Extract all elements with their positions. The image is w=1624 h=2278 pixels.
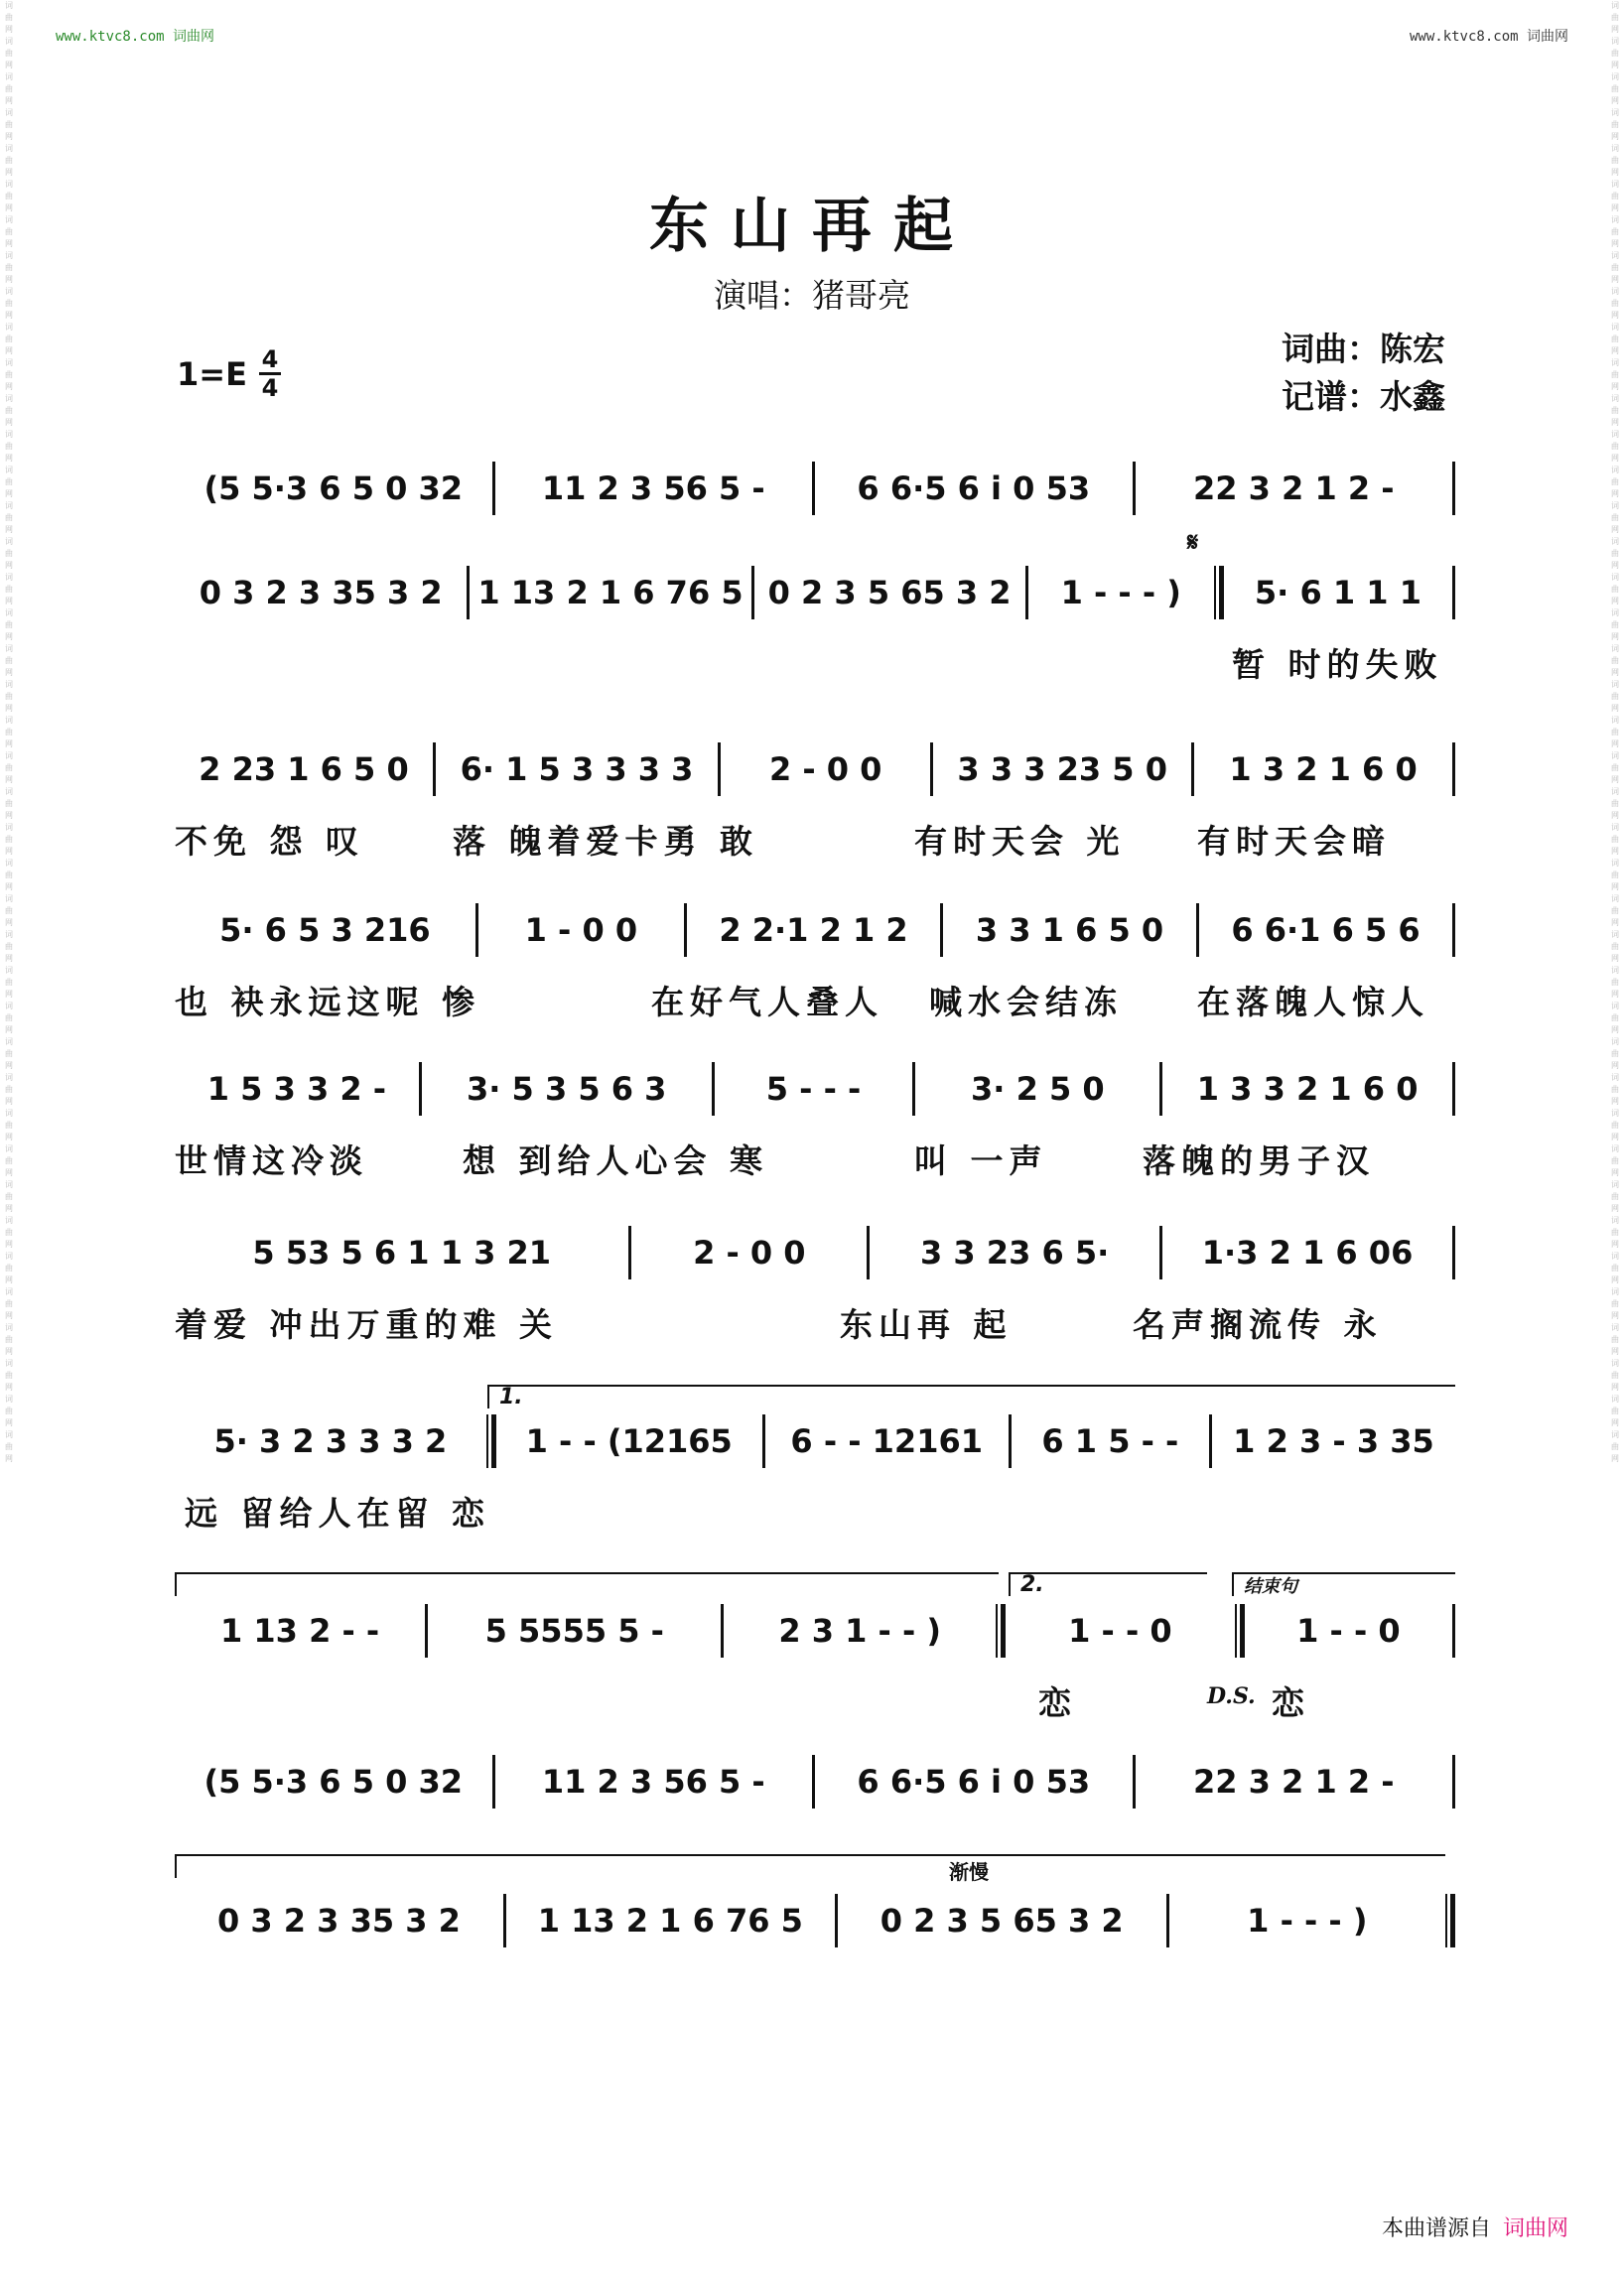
notes-line <box>175 1894 1455 1947</box>
measure: 1 - - - ) <box>1060 574 1181 611</box>
measure: 1 - 0 0 <box>524 911 638 949</box>
measure: 5· 6 1 1 1 <box>1254 574 1421 611</box>
slowing-bracket <box>175 1854 1445 1870</box>
lyric-segment: 不免 怨 叹 <box>175 822 364 861</box>
measure: (5 5·3 6 5 0 32 <box>203 1763 464 1801</box>
side-watermark-right: 词曲网词曲网词曲网词曲网词曲网词曲网词曲网词曲网词曲网词曲网词曲网词曲网词曲网词曲网词曲网词曲网词曲网词曲网词曲网词曲网词曲网词曲网词曲网词曲网词曲网词曲网词曲网词曲网词曲网词曲网词曲网词曲网词曲网词曲网词曲网词曲网词曲网词曲网词曲网词曲网词曲网 <box>1611 1 1619 1463</box>
time-sig-bottom: 4 <box>261 374 279 402</box>
transcriber-credit: 记谱：水鑫 <box>1282 377 1445 416</box>
measure: 11 2 3 56 5 - <box>541 1763 765 1801</box>
lyrics-line <box>175 1677 1455 1721</box>
lyric-segment: 落 魄着爱卡勇 敢 <box>453 822 758 861</box>
lyric-segment: 也 袂永远这呢 惨 <box>175 983 480 1021</box>
key-signature <box>177 347 281 400</box>
measure: 5 53 5 6 1 1 3 21 <box>252 1234 552 1272</box>
measure: 2 23 1 6 5 0 <box>199 750 409 788</box>
measure: 5· 3 2 3 3 3 2 <box>213 1422 448 1460</box>
dal-segno-mark: D.S. <box>1207 1683 1256 1709</box>
measure: 1 - - (12165 <box>525 1422 733 1460</box>
measure: (5 5·3 6 5 0 32 <box>203 469 464 507</box>
lyric-segment: 暂 时的失败 <box>1232 645 1443 684</box>
lyric-segment: 有时天会 光 <box>914 822 1126 861</box>
measure: 1 3 3 2 1 6 0 <box>1196 1070 1419 1108</box>
measure: 5 - - - <box>765 1070 862 1108</box>
measure: 1 13 2 1 6 76 5 <box>537 1902 803 1940</box>
measure: 1 - - - ) <box>1247 1902 1368 1940</box>
measure: 1 13 2 1 6 76 5 <box>477 574 744 611</box>
measure: 2 - 0 0 <box>768 750 882 788</box>
measure: 6 6·1 6 5 6 <box>1231 911 1421 949</box>
measure: 0 3 2 3 35 3 2 <box>216 1902 461 1940</box>
measure: 0 2 3 5 65 3 2 <box>767 574 1012 611</box>
song-title: 东山再起 <box>649 192 975 261</box>
lyric-segment: 有时天会暗 <box>1197 822 1391 861</box>
ending-label: 结束句 <box>1244 1576 1297 1597</box>
notes-line <box>175 566 1455 619</box>
lyric-segment: 着爱 冲出万重的难 关 <box>175 1305 558 1344</box>
lyric-segment: 在好气人叠人 <box>651 983 883 1021</box>
measure: 0 2 3 5 65 3 2 <box>880 1902 1124 1940</box>
footer-brand[interactable]: 词曲网 <box>1502 2216 1568 2241</box>
lyric-segment: 喊水会结冻 <box>929 983 1123 1021</box>
measure: 6 6·5 6 i 0 53 <box>857 469 1091 507</box>
measure: 3 3 23 6 5· <box>919 1234 1110 1272</box>
lyrics-line <box>175 639 1455 683</box>
volta-2-number: 2. <box>1020 1572 1044 1597</box>
measure: 1 2 3 - 3 35 <box>1233 1422 1434 1460</box>
measure: 1 - - 0 <box>1296 1612 1401 1650</box>
volta-2-bracket <box>1009 1572 1207 1597</box>
measure: 1 13 2 - - <box>220 1612 380 1650</box>
footer-source <box>1382 2211 1568 2242</box>
notes-line <box>175 1414 1455 1468</box>
lyric-segment: 恋 <box>1038 1683 1077 1722</box>
volta-1-bracket <box>487 1385 1455 1409</box>
measure: 1 5 3 3 2 - <box>206 1070 387 1108</box>
time-sig-top: 4 <box>261 345 279 373</box>
notes-line <box>175 462 1455 515</box>
lyric-segment: 叫 一声 <box>914 1141 1048 1180</box>
tempo-mark: 渐慢 <box>949 1860 989 1884</box>
site-watermark-left: www.ktvc8.com 词曲网 <box>56 29 215 45</box>
measure: 5· 6 5 3 216 <box>219 911 431 949</box>
measure: 6 1 5 - - <box>1041 1422 1179 1460</box>
composer-credit: 词曲：陈宏 <box>1282 330 1445 368</box>
lyrics-line <box>175 1488 1455 1532</box>
time-signature <box>259 347 281 400</box>
notes-line <box>175 1226 1455 1279</box>
measure: 0 3 2 3 35 3 2 <box>199 574 443 611</box>
lyric-segment: 落魄的男子汉 <box>1143 1141 1375 1180</box>
measure: 3· 2 5 0 <box>971 1070 1105 1108</box>
measure: 3 3 1 6 5 0 <box>975 911 1164 949</box>
measure: 2 - 0 0 <box>693 1234 806 1272</box>
lyrics-line <box>175 816 1455 860</box>
measure: 6 6·5 6 i 0 53 <box>857 1763 1091 1801</box>
lyric-segment: 远 留给人在留 恋 <box>185 1494 490 1533</box>
lyric-segment: 在落魄人惊人 <box>1197 983 1429 1021</box>
notes-line <box>175 1604 1455 1658</box>
volta-1-bracket-continued <box>175 1572 999 1588</box>
credits <box>1282 326 1445 421</box>
segno-mark: 𝄋 <box>1187 528 1199 558</box>
measure: 3 3 3 23 5 0 <box>957 750 1167 788</box>
measure: 11 2 3 56 5 - <box>541 469 765 507</box>
lyric-segment: 想 到给人心会 寒 <box>463 1141 768 1180</box>
measure: 5 5555 5 - <box>484 1612 664 1650</box>
measure: 1·3 2 1 6 06 <box>1201 1234 1414 1272</box>
footer-source-text: 本曲谱源自 <box>1381 2216 1491 2241</box>
measure: 6· 1 5 3 3 3 3 <box>460 750 694 788</box>
notes-line <box>175 1755 1455 1809</box>
measure: 22 3 2 1 2 - <box>1192 1763 1395 1801</box>
measure: 22 3 2 1 2 - <box>1192 469 1395 507</box>
singer-line: 演唱：猪哥亮 <box>714 276 910 315</box>
lyrics-line <box>175 1299 1455 1343</box>
measure: 1 3 2 1 6 0 <box>1229 750 1418 788</box>
side-watermark-left: 词曲网词曲网词曲网词曲网词曲网词曲网词曲网词曲网词曲网词曲网词曲网词曲网词曲网词曲网词曲网词曲网词曲网词曲网词曲网词曲网词曲网词曲网词曲网词曲网词曲网词曲网词曲网词曲网词曲网词曲网词曲网词曲网词曲网词曲网词曲网词曲网词曲网词曲网词曲网词曲网词曲网 <box>5 1 13 1463</box>
site-watermark-right: www.ktvc8.com 词曲网 <box>1409 29 1568 45</box>
measure: 3· 5 3 5 6 3 <box>466 1070 667 1108</box>
measure: 2 2·1 2 1 2 <box>719 911 908 949</box>
lyrics-line <box>175 977 1455 1020</box>
key-label: 1=E <box>177 354 247 393</box>
measure: 6 - - 12161 <box>790 1422 983 1460</box>
ending-bracket <box>1232 1572 1455 1597</box>
notes-line <box>175 903 1455 957</box>
lyric-segment: 东山再 起 <box>840 1305 1013 1344</box>
volta-1-number: 1. <box>499 1385 523 1409</box>
lyric-segment: 恋 <box>1272 1683 1310 1722</box>
notes-line <box>175 742 1455 796</box>
lyrics-line <box>175 1136 1455 1179</box>
lyric-segment: 名声搁流传 永 <box>1133 1305 1383 1344</box>
measure: 1 - - 0 <box>1068 1612 1172 1650</box>
measure: 2 3 1 - - ) <box>778 1612 942 1650</box>
lyric-segment: 世情这冷淡 <box>175 1141 368 1180</box>
notes-line <box>175 1062 1455 1116</box>
